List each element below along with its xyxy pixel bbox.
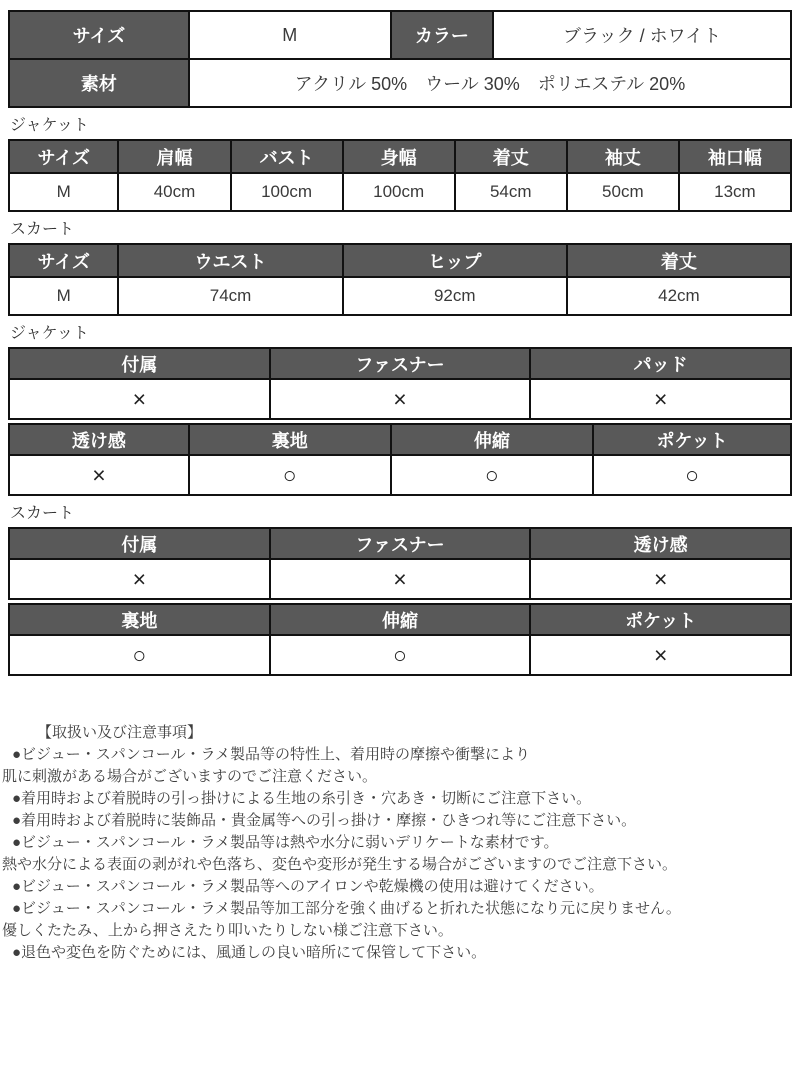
skirt-feature-value-cell: × [9,559,270,599]
skirt-feature-header-cell: ポケット [530,604,791,635]
skirt-features-header-row-2 [9,604,791,635]
jacket-size-header-cell: 袖口幅 [679,140,791,173]
color-label-cell: カラー [391,11,493,59]
skirt-size-value-cell: 92cm [343,277,567,315]
skirt-size-value-cell: 42cm [567,277,791,315]
size-value-cell: M [189,11,391,59]
jacket-size-header-cell: バスト [231,140,343,173]
size-label-cell: サイズ [9,11,189,59]
jacket-features-table-2 [8,423,792,496]
jacket-features-value-row-2 [9,455,791,495]
note-line: 優しくたたみ、上から押さえたり叩いたりしない様ご注意下さい。 [2,922,453,939]
jacket-size-value-cell: 40cm [118,173,230,211]
jacket-features-header-row-2 [9,424,791,455]
jacket-features-table-1 [8,347,792,420]
skirt-size-header-cell: サイズ [9,244,118,277]
skirt-size-header-row [9,244,791,277]
jacket-size-value-cell: 13cm [679,173,791,211]
skirt-features-table-2 [8,603,792,676]
skirt-feature-header-cell: 裏地 [9,604,270,635]
skirt-size-value-cell: 74cm [118,277,342,315]
section-label-jacket-features: ジャケット [10,325,89,342]
skirt-feature-value-cell: × [530,559,791,599]
jacket-feature-value-cell: ○ [189,455,391,495]
care-notes [0,722,800,964]
note-line: ●ビジュー・スパンコール・ラメ製品等加工部分を強く曲げると折れた状態になり元に戻りません。 [12,900,681,917]
jacket-size-value-cell: M [9,173,118,211]
skirt-size-table [8,243,792,316]
skirt-feature-value-cell: ○ [270,635,531,675]
jacket-features-header-row-1 [9,348,791,379]
skirt-size-header-cell: ウエスト [118,244,342,277]
skirt-features-value-row-2 [9,635,791,675]
note-line: ●ビジュー・スパンコール・ラメ製品等は熱や水分に弱いデリケートな素材です。 [12,834,559,851]
product-info-table [8,10,792,108]
jacket-size-value-cell: 54cm [455,173,567,211]
jacket-feature-value-cell: × [9,379,270,419]
jacket-size-value-cell: 100cm [343,173,455,211]
jacket-size-header-cell: 身幅 [343,140,455,173]
jacket-feature-header-cell: ポケット [593,424,791,455]
note-line: ●着用時および着脱時に装飾品・貴金属等への引っ掛け・摩擦・ひきつれ等にご注意下さい。 [12,812,637,829]
skirt-feature-header-cell: 透け感 [530,528,791,559]
note-line: ●着用時および着脱時の引っ掛けによる生地の糸引き・穴あき・切断にご注意下さい。 [12,790,592,807]
jacket-size-header-row [9,140,791,173]
jacket-feature-header-cell: 伸縮 [391,424,594,455]
note-line: 熱や水分による表面の剥がれや色落ち、変色や変形が発生する場合がございますのでご注意下さい。 [2,856,678,873]
care-notes-heading: 【取扱い及び注意事項】 [37,724,203,741]
jacket-size-header-cell: 着丈 [455,140,567,173]
note-line: 肌に刺激がある場合がございますのでご注意ください。 [2,768,378,785]
skirt-feature-value-cell: × [270,559,531,599]
jacket-feature-header-cell: 透け感 [9,424,189,455]
color-value-cell: ブラック / ホワイト [493,11,791,59]
jacket-feature-header-cell: パッド [530,348,791,379]
section-label-skirt-features: スカート [10,505,75,522]
section-label-jacket-size: ジャケット [10,117,89,134]
skirt-feature-header-cell: 伸縮 [270,604,531,635]
skirt-size-value-cell: M [9,277,118,315]
skirt-feature-header-cell: 付属 [9,528,270,559]
jacket-feature-value-cell: ○ [391,455,594,495]
skirt-size-header-cell: ヒップ [343,244,567,277]
jacket-size-table [8,139,792,212]
jacket-feature-value-cell: ○ [593,455,791,495]
section-label-skirt-size: スカート [10,221,75,238]
jacket-size-header-cell: サイズ [9,140,118,173]
jacket-size-value-cell: 50cm [567,173,679,211]
jacket-features-value-row-1 [9,379,791,419]
jacket-feature-header-cell: 付属 [9,348,270,379]
note-line: ●ビジュー・スパンコール・ラメ製品等の特性上、着用時の摩擦や衝撃により [12,746,531,763]
jacket-size-header-cell: 肩幅 [118,140,230,173]
jacket-feature-value-cell: × [530,379,791,419]
skirt-feature-value-cell: ○ [9,635,270,675]
skirt-features-header-row-1 [9,528,791,559]
material-value-cell: アクリル 50% ウール 30% ポリエステル 20% [189,59,791,107]
skirt-size-value-row [9,277,791,315]
jacket-feature-value-cell: × [9,455,189,495]
note-line: ●退色や変色を防ぐためには、風通しの良い暗所にて保管して下さい。 [12,944,487,961]
skirt-size-header-cell: 着丈 [567,244,791,277]
jacket-size-value-cell: 100cm [231,173,343,211]
info-row-size-color [9,11,791,59]
material-label-cell: 素材 [9,59,189,107]
info-row-material [9,59,791,107]
note-line: ●ビジュー・スパンコール・ラメ製品等へのアイロンや乾燥機の使用は避けてください。 [12,878,604,895]
skirt-feature-value-cell: × [530,635,791,675]
jacket-feature-value-cell: × [270,379,531,419]
jacket-feature-header-cell: ファスナー [270,348,531,379]
jacket-feature-header-cell: 裏地 [189,424,391,455]
skirt-features-table-1 [8,527,792,600]
jacket-size-value-row [9,173,791,211]
skirt-features-value-row-1 [9,559,791,599]
jacket-size-header-cell: 袖丈 [567,140,679,173]
skirt-feature-header-cell: ファスナー [270,528,531,559]
